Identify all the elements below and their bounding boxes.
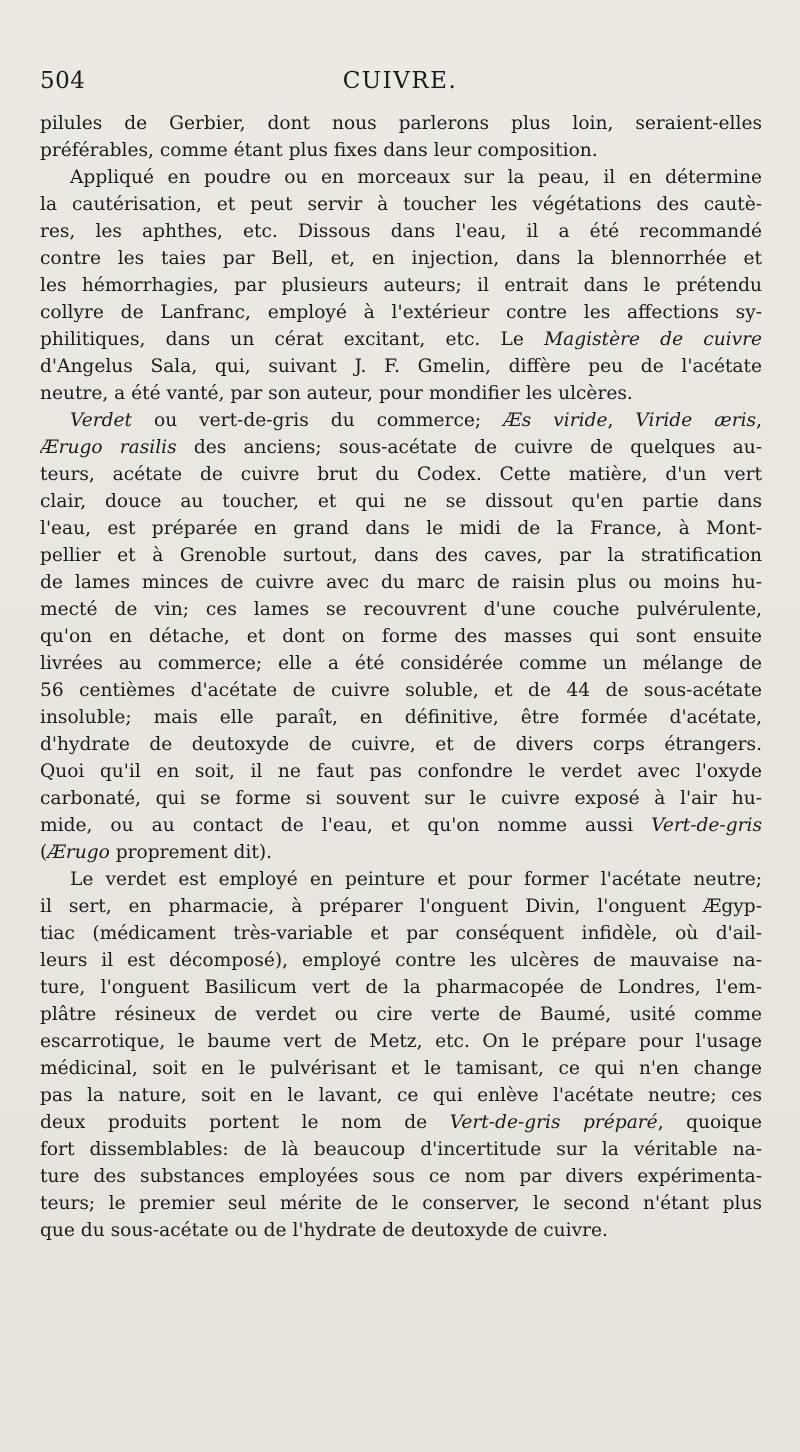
italic-term: Verdet (70, 410, 132, 431)
text-line (40, 758, 762, 785)
text-line (40, 812, 762, 839)
text-line (40, 1190, 762, 1217)
text-line (40, 1109, 762, 1136)
line-segment: l'eau, est préparée en grand dans le midi de la France, à Mont- (40, 518, 762, 539)
line-segment: , (756, 410, 762, 431)
line-segment: insoluble; mais elle paraît, en définitive, être formée d'acétate, (40, 707, 762, 728)
text-line (40, 110, 762, 137)
text-line (40, 623, 762, 650)
line-segment: qu'on en détache, et dont on forme des masses qui sont ensuite (40, 626, 762, 647)
italic-term: Viride æris (635, 410, 757, 431)
line-segment: pas la nature, soit en le lavant, ce qui enlève l'acétate neutre; ces (40, 1085, 762, 1106)
line-segment: proprement dit). (109, 842, 273, 863)
text-line (40, 731, 762, 758)
text-line (40, 164, 762, 191)
line-segment: tiac (médicament très-variable et par conséquent infidèle, où d'ail- (40, 923, 762, 944)
text-line (40, 920, 762, 947)
text-line (40, 839, 762, 866)
text-line (40, 785, 762, 812)
text-line (40, 569, 762, 596)
line-segment: teurs; le premier seul mérite de le conserver, le second n'étant plus (40, 1193, 762, 1214)
line-segment: carbonaté, qui se forme si souvent sur le cuivre exposé à l'air hu- (40, 788, 762, 809)
line-segment: contre les taies par Bell, et, en injection, dans la blennorrhée et (40, 248, 762, 269)
line-segment: plâtre résineux de verdet ou cire verte de Baumé, usité comme (40, 1004, 762, 1025)
line-segment: la cautérisation, et peut servir à toucher les végétations des cautè- (40, 194, 762, 215)
text-line (40, 434, 762, 461)
italic-term: Æs viride (503, 410, 608, 431)
line-segment: fort dissemblables: de là beaucoup d'incertitude sur la véritable na- (40, 1139, 762, 1160)
italic-term: Ærugo (47, 842, 110, 863)
text-line (40, 1055, 762, 1082)
text-line (40, 245, 762, 272)
line-segment: res, les aphthes, etc. Dissous dans l'eau, il a été recommandé (40, 221, 762, 242)
line-segment: mide, ou au contact de l'eau, et qu'on nomme aussi (40, 815, 652, 836)
line-segment: de lames minces de cuivre avec du marc de raisin plus ou moins hu- (40, 572, 762, 593)
line-segment: clair, douce au toucher, et qui ne se dissout qu'en partie dans (40, 491, 762, 512)
running-head: CUIVRE. (342, 68, 458, 94)
text-line (40, 704, 762, 731)
line-segment: ture, l'onguent Basilicum vert de la pharmacopée de Londres, l'em- (40, 977, 762, 998)
text-line (40, 488, 762, 515)
text-line (40, 974, 762, 1001)
line-segment: que du sous-acétate ou de l'hydrate de deutoxyde de cuivre. (40, 1220, 608, 1241)
line-segment: neutre, a été vanté, par son auteur, pour mondifier les ulcères. (40, 383, 633, 404)
line-segment: 56 centièmes d'acétate de cuivre soluble, et de 44 de sous-acétate (40, 680, 762, 701)
body-text (40, 110, 762, 1244)
line-segment: ou vert-de-gris du commerce; (132, 410, 504, 431)
italic-term: Vert-de-gris préparé (449, 1112, 658, 1133)
text-line (40, 1136, 762, 1163)
italic-term: Vert-de-gris (651, 815, 762, 836)
line-segment: il sert, en pharmacie, à préparer l'onguent Divin, l'onguent Ægyp- (40, 896, 762, 917)
line-segment: pilules de Gerbier, dont nous parlerons plus loin, seraient-elles (40, 113, 762, 134)
text-line (40, 218, 762, 245)
text-line (40, 380, 762, 407)
text-line (40, 461, 762, 488)
text-line (40, 326, 762, 353)
page-number: 504 (40, 68, 86, 94)
text-line (40, 1028, 762, 1055)
line-segment: mecté de vin; ces lames se recouvrent d'une couche pulvérulente, (40, 599, 762, 620)
line-segment: , (607, 410, 636, 431)
italic-term: Ærugo rasilis (40, 437, 177, 458)
text-line (40, 893, 762, 920)
text-line (40, 299, 762, 326)
line-segment: d'hydrate de deutoxyde de cuivre, et de divers corps étrangers. (40, 734, 762, 755)
line-segment: teurs, acétate de cuivre brut du Codex. Cette matière, d'un vert (40, 464, 762, 485)
line-segment: les hémorrhagies, par plusieurs auteurs; il entrait dans le prétendu (40, 275, 762, 296)
line-segment: Appliqué en poudre ou en morceaux sur la peau, il en détermine (70, 167, 762, 188)
italic-term: Magistère de cuivre (544, 329, 762, 350)
text-line (40, 515, 762, 542)
line-segment: Quoi qu'il en soit, il ne faut pas confondre le verdet avec l'oxyde (40, 761, 762, 782)
line-segment: des anciens; sous-acétate de cuivre de quelques au- (176, 437, 762, 458)
text-line (40, 866, 762, 893)
line-segment: escarrotique, le baume vert de Metz, etc. On le prépare pour l'usage (40, 1031, 762, 1052)
text-line (40, 677, 762, 704)
text-line (40, 1001, 762, 1028)
line-segment: , quoique (657, 1112, 762, 1133)
text-line (40, 947, 762, 974)
text-line (40, 542, 762, 569)
text-line (40, 1217, 762, 1244)
line-segment: deux produits portent le nom de (40, 1112, 450, 1133)
line-segment: Le verdet est employé en peinture et pour former l'acétate neutre; (70, 869, 762, 890)
line-segment: livrées au commerce; elle a été considérée comme un mélange de (40, 653, 762, 674)
text-line (40, 407, 762, 434)
line-segment: philitiques, dans un cérat excitant, etc. Le (40, 329, 545, 350)
text-line (40, 191, 762, 218)
text-line (40, 1082, 762, 1109)
text-line (40, 272, 762, 299)
line-segment: préférables, comme étant plus fixes dans leur composition. (40, 140, 598, 161)
text-line (40, 650, 762, 677)
line-segment: médicinal, soit en le pulvérisant et le tamisant, ce qui n'en change (40, 1058, 762, 1079)
line-segment: d'Angelus Sala, qui, suivant J. F. Gmelin, diffère peu de l'acétate (40, 356, 762, 377)
text-line (40, 137, 762, 164)
page-header (40, 68, 760, 108)
line-segment: ( (40, 842, 48, 863)
line-segment: pellier et à Grenoble surtout, dans des caves, par la stratification (40, 545, 762, 566)
text-line (40, 1163, 762, 1190)
text-line (40, 353, 762, 380)
text-line (40, 596, 762, 623)
line-segment: leurs il est décomposé), employé contre les ulcères de mauvaise na- (40, 950, 762, 971)
line-segment: ture des substances employées sous ce nom par divers expérimenta- (40, 1166, 762, 1187)
line-segment: collyre de Lanfranc, employé à l'extérieur contre les affections sy- (40, 302, 762, 323)
